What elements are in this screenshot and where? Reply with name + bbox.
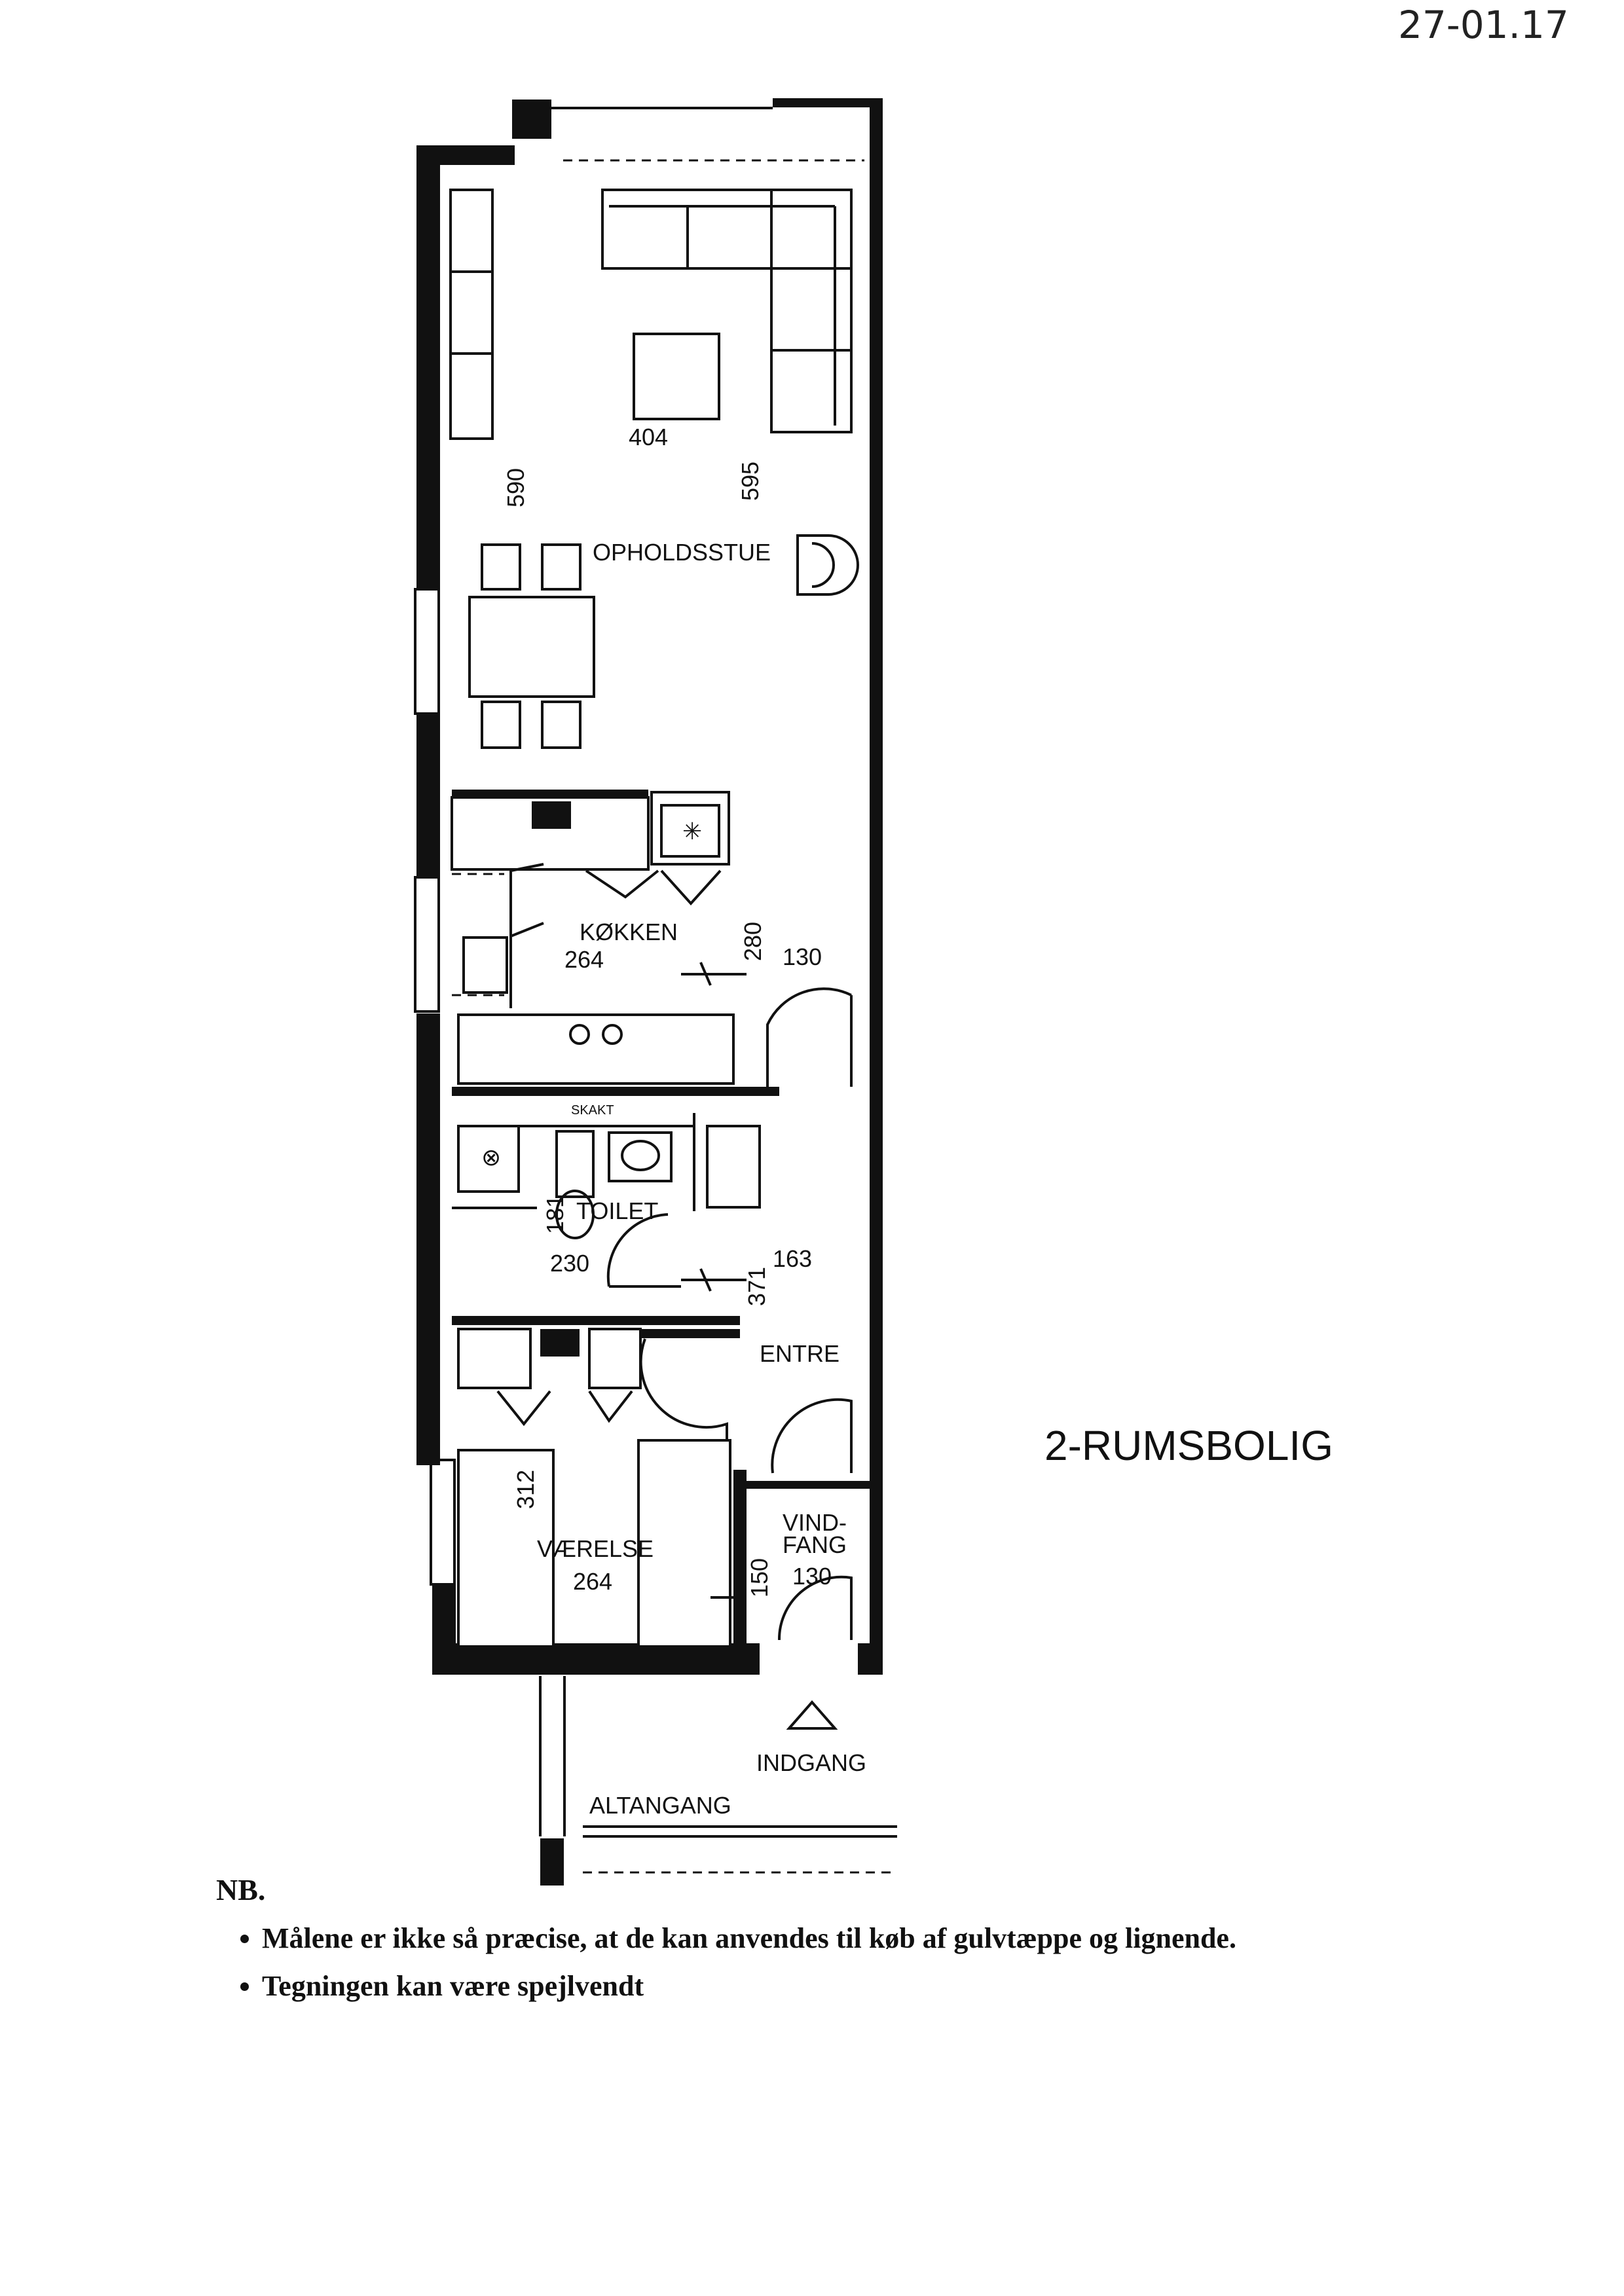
note-item: • Tegningen kan være spejlvendt <box>262 1969 1236 2003</box>
entrance-arrow-icon <box>789 1702 835 1728</box>
dim-entry-width: 163 <box>773 1245 813 1272</box>
dim-bedroom-width: 264 <box>573 1568 613 1595</box>
dining-chair <box>542 545 580 589</box>
dim-vestibule-width: 130 <box>792 1563 832 1590</box>
label-shaft: SKAKT <box>571 1103 614 1118</box>
svg-text:✳: ✳ <box>682 818 703 845</box>
svg-text:⊗: ⊗ <box>481 1144 502 1171</box>
label-vestibule-2: FANG <box>783 1531 847 1558</box>
dining-chair <box>542 702 580 748</box>
label-entrance: INDGANG <box>756 1749 867 1776</box>
coffee-table <box>634 334 719 419</box>
label-balcony-walkway: ALTANGANG <box>589 1792 731 1819</box>
dim-living-left: 590 <box>502 467 529 507</box>
dim-living-width: 404 <box>629 424 669 450</box>
handwritten-date: 27-01.17 <box>1398 3 1569 47</box>
label-kitchen: KØKKEN <box>580 919 678 945</box>
dim-toilet-depth: 181 <box>542 1194 568 1234</box>
dining-chair <box>482 702 520 748</box>
label-living-room: OPHOLDSSTUE <box>593 539 771 566</box>
dim-entry-depth: 371 <box>743 1266 770 1306</box>
sofa-left <box>451 190 492 439</box>
dining-table <box>470 597 594 697</box>
dining-chair <box>482 545 520 589</box>
notes <box>216 1872 1236 2017</box>
label-entry: ENTRE <box>760 1340 840 1367</box>
notes-heading: NB. <box>216 1873 266 1906</box>
dim-bedroom-depth: 312 <box>512 1469 539 1509</box>
dim-living-right: 595 <box>737 461 764 501</box>
label-toilet: TOILET <box>576 1197 659 1224</box>
plan-title: 2-RUMSBOLIG <box>1044 1422 1333 1469</box>
label-vestibule-1: VIND- <box>783 1509 847 1536</box>
armchair <box>798 536 858 594</box>
label-bedroom: VÆRELSE <box>537 1535 654 1562</box>
dim-kitchen-width: 264 <box>564 946 604 973</box>
note-item: • Målene er ikke så præcise, at de kan anvendes til køb af gulvtæppe og lignende. <box>262 1922 1236 1955</box>
dim-hall-width: 130 <box>783 943 822 970</box>
notes-list <box>216 1922 1236 2003</box>
dim-toilet-width: 230 <box>550 1250 590 1277</box>
dim-kitchen-depth: 280 <box>739 921 766 961</box>
dim-vestibule-depth: 150 <box>746 1558 773 1597</box>
bedroom-furniture <box>458 1329 730 1647</box>
